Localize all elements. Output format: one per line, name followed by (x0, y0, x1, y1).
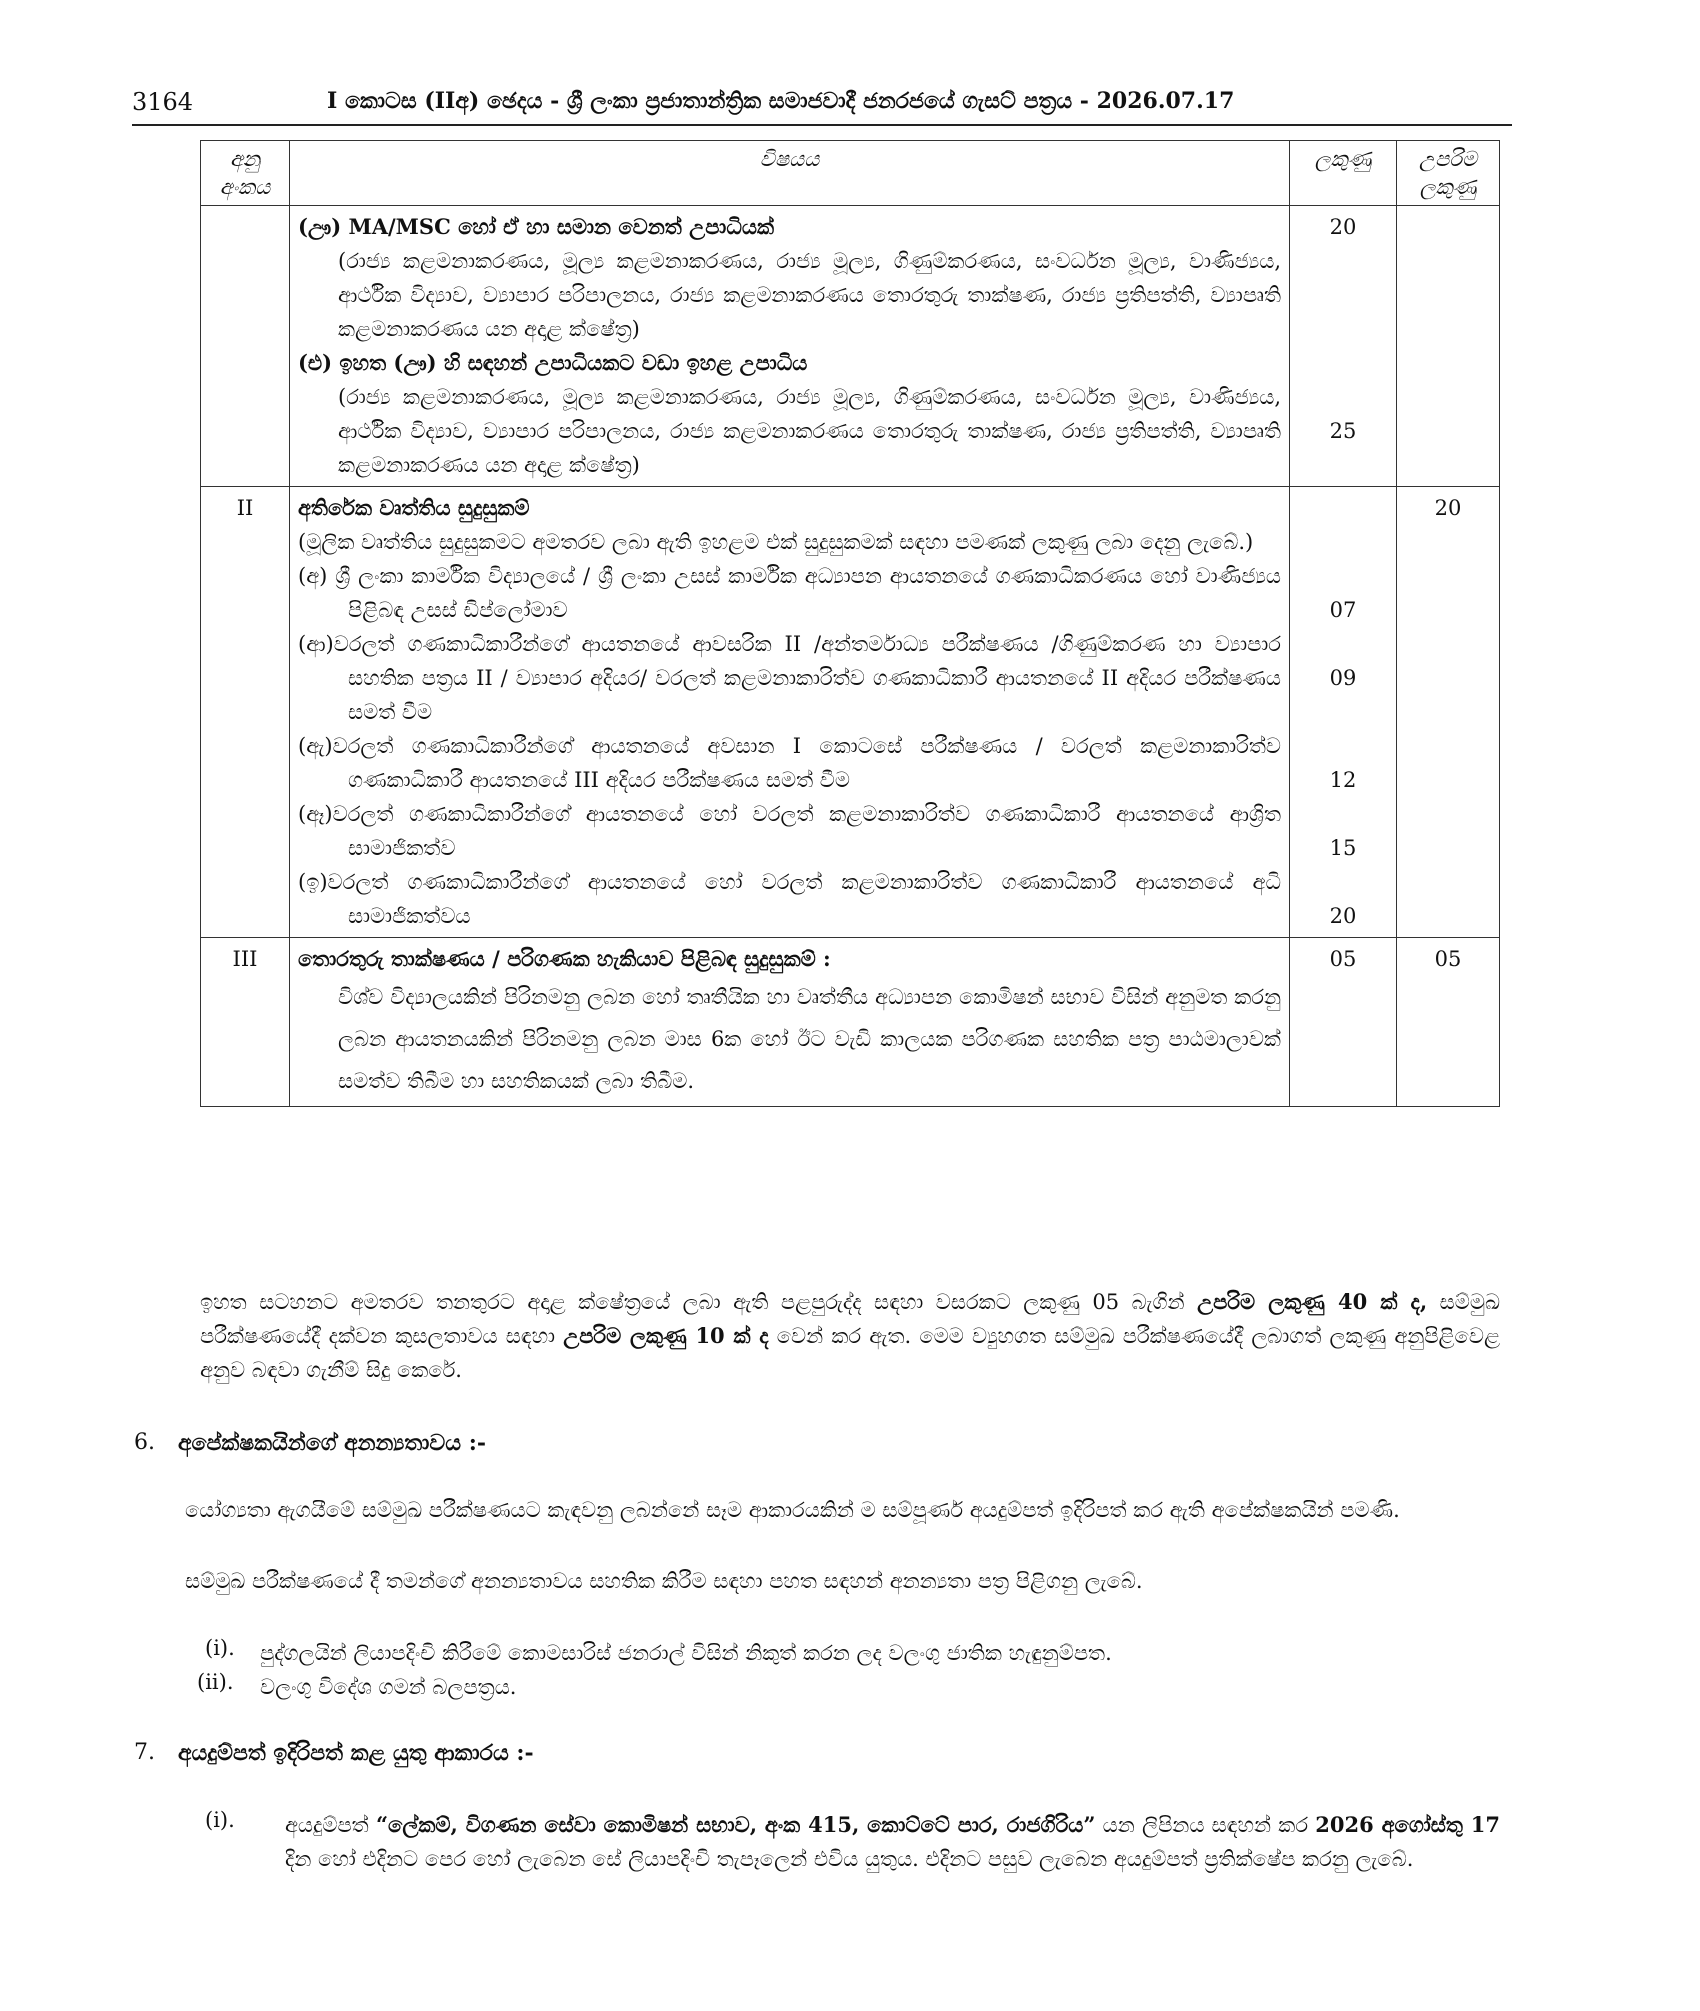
list-item: (ඇ)වරලත් ගණකාධිකාරීන්ගේ ආයතනයේ අවසාන I කොටසේ පරීක්ෂණය / වරලත් කළමනාකාරිත්ව ගණකාධිකාරී ආයතනයේ III අදියර පරීක්ෂණය සමත් වීම (298, 734, 1281, 792)
list-item: (අ) ශ්‍රී ලංකා කාර්මික විද්‍යාලයේ / ශ්‍රී ලංකා උසස් කාර්මික අධ්‍යාපන ආයතනයේ ගණකාධිකරණය හෝ වාණිජ්‍යය පිළිබඳ උසස් ඩිප්ලෝමාව (298, 564, 1281, 622)
page-number: 3164 (132, 88, 194, 116)
row-max: 20 (1397, 487, 1500, 938)
row-subject (290, 938, 1290, 1107)
list-number: (i). (205, 1636, 235, 1660)
marks-value: 09 (1329, 666, 1357, 690)
note-text: ඉහත සටහනට අමතරව තනතුරට අදාළ ක්ෂේත්‍රයේ ලබා ඇති පළපුරුද්ද සඳහා වසරකට ලකුණු 05 බැගින් (200, 1290, 1198, 1314)
list-item: (ආ)වරලත් ගණකාධිකාරීන්ගේ ආයතනයේ ආවසරික II /අන්තර්මාධ්‍ය පරීක්ෂණය /ගිණුම්කරණ හා ව්‍යාපාර සහතික පත්‍රය II / ව්‍යාපාර අදියර/ වරලත් කළමනාකාරිත්ව ගණකාධිකාරී ආයතනයේ II අදියර පරීක්ෂණය සමත් වීම (298, 632, 1281, 724)
marks-value: 25 (1329, 419, 1357, 443)
marks-table (200, 140, 1500, 1107)
section-heading: අයදුම්පත් ඉදිරිපත් කළ යුතු ආකාරය :- (178, 1740, 534, 1766)
row-marks: 05 (1290, 938, 1397, 1107)
page-header (132, 84, 1512, 126)
marks-value: 15 (1329, 836, 1357, 860)
note-text: වෙන් කර ඇත. මෙම ව්‍යුහගත සම්මුඛ පරීක්ෂණයේදී ලබාගත් ලකුණු අනුපිළිවෙළ අනුව බඳවා ගැනීම් සිදු කෙරේ. (200, 1324, 1500, 1382)
note-bold: උපරිම ලකුණු 10 ක් ද (563, 1323, 769, 1348)
professional-qual-title: අතිරේක වෘත්තිය සුදුසුකම් (298, 495, 530, 520)
list-number: (ii). (197, 1670, 234, 1694)
list-item: (ඈ)වරලත් ගණකාධිකාරීන්ගේ ආයතනයේ හෝ වරලත් කළමනාකාරිත්ව ගණකාධිකාරී ආයතනයේ ආශ්‍රිත සාමාජිකත්ව (298, 802, 1281, 860)
table-row (201, 938, 1500, 1107)
list-item: වලංගු විදේශ ගමන් බලපත්‍රය. (260, 1675, 517, 1699)
row-subject (290, 206, 1290, 487)
note-bold: උපරිම ලකුණු 40 ක් ද, (1197, 1289, 1428, 1314)
list-number: (i). (205, 1808, 235, 1832)
row-max: 05 (1397, 938, 1500, 1107)
list-item: පුද්ගලයින් ලියාපදිංචි කිරීමේ කොමසාරිස් ජනරාල් විසින් නිකුත් කරන ලද වලංගු ජාතික හැඳුනුම්පත. (260, 1641, 1112, 1665)
list-item: (ඉ)වරලත් ගණකාධිකාරීන්ගේ ආයතනයේ හෝ වරලත් කළමනාකාරිත්ව ගණකාධිකාරී ආයතනයේ අධි සාමාජිකත්වය (298, 870, 1281, 928)
section-paragraph: සම්මුඛ පරීක්ෂණයේ දී තමන්ගේ අනන්‍යතාවය සහතික කිරීම සඳහා පහත සඳහන් අනන්‍යතා පත්‍ර පිළිගනු ලැබේ. (185, 1569, 1143, 1593)
degree-ma-title: (ඌ) MA/MSC හෝ ඒ හා සමාන වෙනත් උපාධියක් (298, 214, 775, 239)
row-marks (1290, 206, 1397, 487)
deadline-bold: 2026 අගෝස්තු 17 (1315, 1812, 1501, 1837)
header-marks: ලකුණු (1290, 141, 1397, 206)
marks-value: 12 (1329, 768, 1357, 792)
marks-value: 07 (1329, 598, 1357, 622)
submission-instructions (285, 1808, 1500, 1876)
degree-ma-fields: (රාජ්‍ය කළමනාකරණය, මූල්‍ය කළමනාකරණය, රාජ්‍ය මූල්‍ය, ගිණුම්කරණය, සංවර්ධන මූල්‍ය, වාණිජ්‍යය, ආර්ථික විද්‍යාව, ව්‍යාපාර පරිපාලනය, රාජ්‍ය කළමනාකරණය තොරතුරු තාක්ෂණ, රාජ්‍ය ප්‍රතිපත්ති, ව්‍යාපෘති කළමනාකරණය යන අදාළ ක්ෂේත්‍ර) (338, 249, 1281, 341)
table-header-row (201, 141, 1500, 206)
note-text: සම්මුඛ පරීක්ෂණයේදී දක්වන කුසලතාවය සඳහා (200, 1290, 1500, 1348)
header-subject: විෂයය (290, 141, 1290, 206)
it-qual-title: තොරතුරු තාක්ෂණය / පරිගණක හැකියාව පිළිබඳ සුදුසුකම් : (298, 946, 831, 971)
instruction-text: යන ලිපිනය සඳහන් කර (1095, 1813, 1316, 1837)
section-number: 6. (134, 1430, 155, 1455)
row-marks (1290, 487, 1397, 938)
table-row (201, 487, 1500, 938)
section-number: 7. (134, 1740, 155, 1765)
degree-higher-title: (එ) ඉහත (ඌ) හි සඳහන් උපාධියකට වඩා ඉහළ උපාධිය (298, 350, 808, 375)
professional-qual-note: (මූලික වෘත්තිය සුදුසුකමට අමතරව ලබා ඇති ඉහළම එක් සුදුසුකමක් සඳහා පමණක් ලකුණු ලබා දෙනු ලැබේ.) (298, 530, 1254, 554)
degree-higher-fields: (රාජ්‍ය කළමනාකරණය, මූල්‍ය කළමනාකරණය, රාජ්‍ය මූල්‍ය, ගිණුම්කරණය, සංවර්ධන මූල්‍ය, වාණිජ්‍යය, ආර්ථික විද්‍යාව, ව්‍යාපාර පරිපාලනය, රාජ්‍ය කළමනාකරණය තොරතුරු තාක්ෂණ, රාජ්‍ය ප්‍රතිපත්ති, ව්‍යාපෘති කළමනාකරණය යන අදාළ ක්ෂේත්‍ර) (338, 385, 1281, 477)
address-bold: “ලේකම්, විගණන සේවා කොමිෂන් සභාව, අංක 415, කොට්ටේ පාර, රාජගිරිය” (375, 1812, 1096, 1837)
section-paragraph: යෝග්‍යතා ඇගයීමේ සම්මුඛ පරීක්ෂණයට කැඳවනු ලබන්නේ සෑම ආකාරයකින් ම සම්පූර්ණ අයදුම්පත් ඉදිරිපත් කර ඇති අපේක්ෂකයින් පමණි. (185, 1498, 1400, 1522)
experience-note (200, 1285, 1500, 1387)
row-serial-empty (201, 206, 290, 487)
marks-value: 20 (1329, 904, 1357, 928)
header-max-marks: උපරිම ලකුණු (1397, 141, 1500, 206)
header-serial: අනු අංකය (201, 141, 290, 206)
it-qual-desc: විශ්ව විද්‍යාලයකින් පිරිනමනු ලබන හෝ තෘතීයික හා වෘත්තීය අධ්‍යාපන කොමිෂන් සභාව විසින් අනුමත කරනු ලබන ආයතනයකින් පිරිනමනු ලබන මාස 6ක හෝ ඊට වැඩි කාලයක පරිගණක සහතික පත්‍ර පාඨමාලාවක් සමත්ව තිබීම හා සහතිකයක් ලබා තිබීම. (338, 985, 1281, 1093)
instruction-text: දින හෝ එදිනට පෙර හෝ ලැබෙන සේ ලියාපදිංචි තැපෑලෙන් එවිය යුතුය. එදිනට පසුව ලැබෙන අයදුම්පත් ප්‍රතික්ෂේප කරනු ලැබේ. (285, 1847, 1414, 1871)
instruction-text: අයදුම්පත් (285, 1813, 376, 1837)
row-serial: II (201, 487, 290, 938)
row-max-empty (1397, 206, 1500, 487)
section-heading: අපේක්ෂකයින්ගේ අනන්‍යතාවය :- (178, 1430, 486, 1456)
gazette-title: I කොටස (IIඅ) ඡෙදය - ශ්‍රී ලංකා ප්‍රජාතාන්ත්‍රික සමාජවාදී ජනරජයේ ගැසට් පත්‍රය - 2026.07.17 (327, 88, 1235, 114)
table-row (201, 206, 1500, 487)
row-subject (290, 487, 1290, 938)
row-serial: III (201, 938, 290, 1107)
marks-value: 20 (1329, 215, 1357, 239)
